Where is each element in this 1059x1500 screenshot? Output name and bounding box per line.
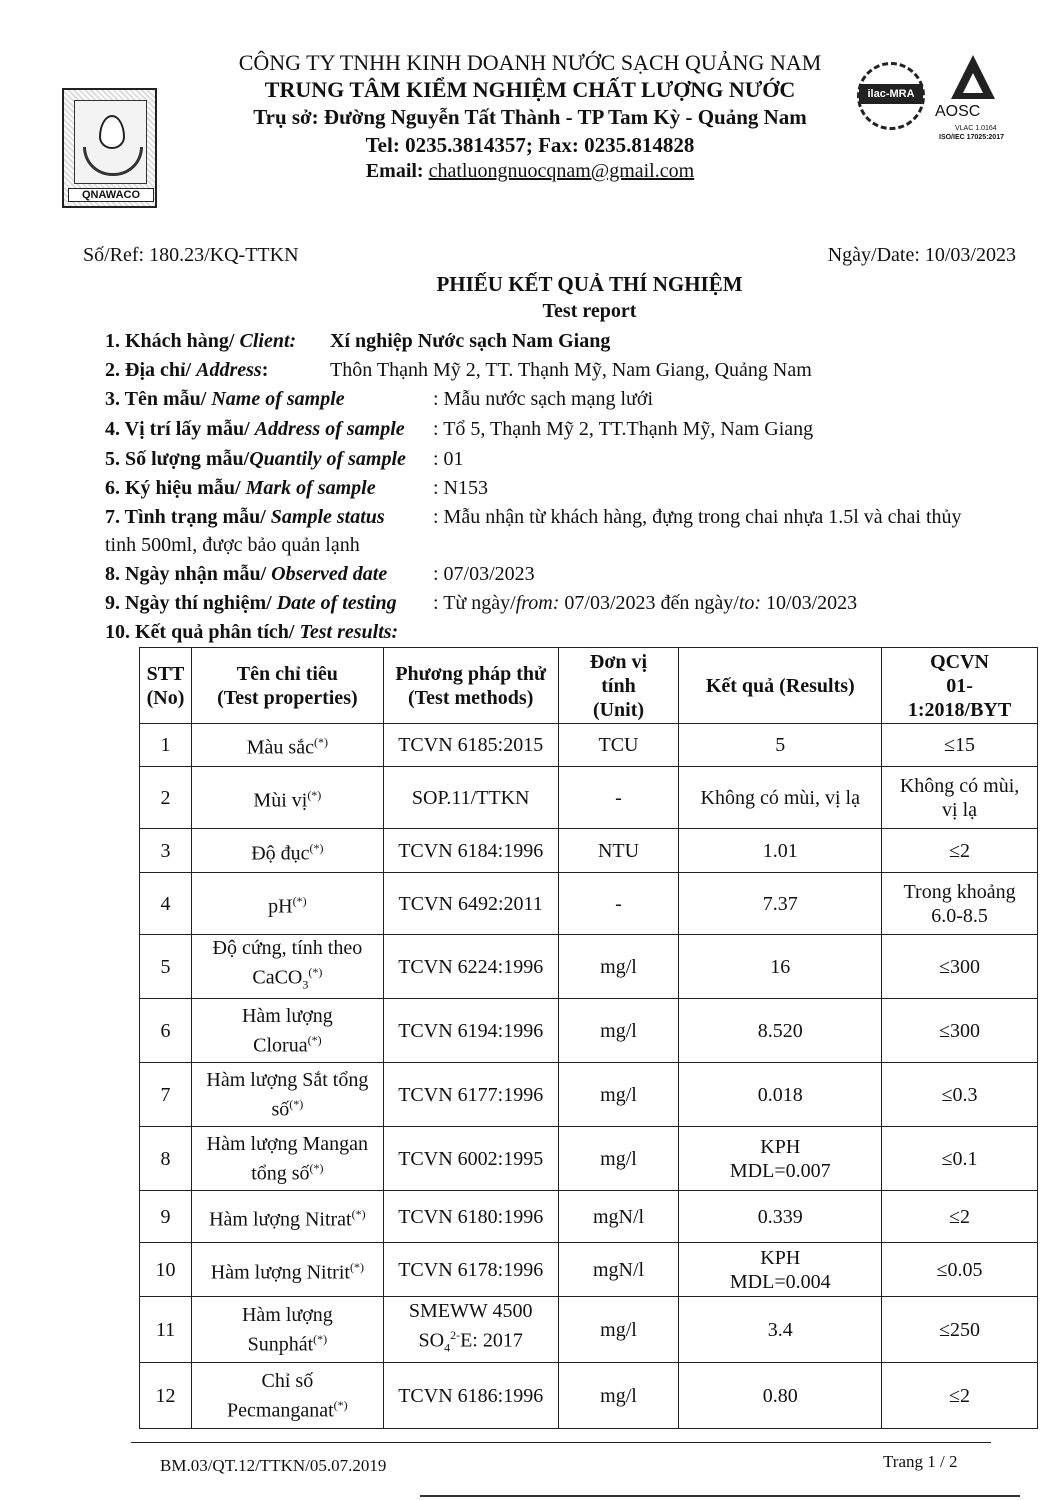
email-link[interactable]: chatluongnuocqnam@gmail.com xyxy=(428,160,695,182)
table-cell: 0.80 xyxy=(679,1363,882,1429)
field-observed-date-value: : 07/03/2023 xyxy=(433,563,535,585)
field-mark-value: : N153 xyxy=(433,477,488,499)
table-cell: 1 xyxy=(140,724,192,767)
field-sample-name: 3. Tên mẫu/ Name of sample xyxy=(105,388,345,410)
table-cell: 3.4 xyxy=(679,1297,882,1363)
table-row xyxy=(140,767,1038,829)
table-cell: Trong khoảng 6.0-8.5 xyxy=(882,873,1038,935)
office-address: Trụ sở: Đường Nguyễn Tất Thành - TP Tam Kỳ - Quảng Nam xyxy=(253,105,807,129)
aosc-logo xyxy=(935,55,1020,145)
table-cell: ≤2 xyxy=(882,829,1038,873)
ilac-logo-text: ilac-MRA xyxy=(859,84,923,104)
col-standard: QCVN 01- 1:2018/BYT xyxy=(882,648,1038,724)
report-date: Ngày/Date: 10/03/2023 xyxy=(827,244,1016,266)
form-code: BM.03/QT.12/TTKN/05.07.2019 xyxy=(160,1456,387,1475)
field-status-value: : Mẫu nhận từ khách hàng, đựng trong chai nhựa 1.5l và chai thủy xyxy=(433,506,962,528)
table-cell: Hàm lượng Nitrit(*) xyxy=(191,1243,383,1297)
field-testing-date-value: : Từ ngày/from: 07/03/2023 đến ngày/to: 10/03/2023 xyxy=(433,592,858,614)
table-cell: 6 xyxy=(140,999,192,1063)
field-quantity-value: : 01 xyxy=(433,448,464,470)
qnawaco-logo xyxy=(62,88,157,208)
table-cell: - xyxy=(558,767,679,829)
field-status: 7. Tình trạng mẫu/ Sample status xyxy=(105,506,385,528)
bottom-edge-line xyxy=(420,1495,1020,1497)
iso-code: ISO/IEC 17025:2017 xyxy=(939,134,1004,141)
table-cell: ≤250 xyxy=(882,1297,1038,1363)
table-cell: Chỉ số Pecmanganat(*) xyxy=(191,1363,383,1429)
table-cell: 1.01 xyxy=(679,829,882,873)
field-address: 2. Địa chỉ/ Address: xyxy=(105,359,269,381)
table-row xyxy=(140,999,1038,1063)
table-cell: mgN/l xyxy=(558,1243,679,1297)
ilac-mra-logo xyxy=(857,62,927,142)
field-observed-date: 8. Ngày nhận mẫu/ Observed date xyxy=(105,563,388,585)
table-row xyxy=(140,1297,1038,1363)
center-name: TRUNG TÂM KIỂM NGHIỆM CHẤT LƯỢNG NƯỚC xyxy=(264,77,796,102)
table-cell: Hàm lượng Nitrat(*) xyxy=(191,1191,383,1243)
table-cell: Màu sắc(*) xyxy=(191,724,383,767)
table-cell: Không có mùi, vị lạ xyxy=(679,767,882,829)
col-no: STT (No) xyxy=(140,648,192,724)
table-cell: 16 xyxy=(679,935,882,999)
table-cell: Hàm lượng Mangan tổng số(*) xyxy=(191,1127,383,1191)
table-cell: ≤300 xyxy=(882,935,1038,999)
table-row xyxy=(140,1063,1038,1127)
field-sample-address-value: : Tổ 5, Thạnh Mỹ 2, TT.Thạnh Mỹ, Nam Giang xyxy=(433,418,814,440)
table-cell: 5 xyxy=(679,724,882,767)
vlac-code: VLAC 1.0164 xyxy=(955,125,997,132)
table-row xyxy=(140,724,1038,767)
table-cell: Độ cứng, tính theo CaCO$_3$(*) xyxy=(191,935,383,999)
table-cell: mg/l xyxy=(558,1063,679,1127)
table-cell: 12 xyxy=(140,1363,192,1429)
field-address-value: Thôn Thạnh Mỹ 2, TT. Thạnh Mỹ, Nam Giang, Quảng Nam xyxy=(330,359,812,381)
table-row xyxy=(140,829,1038,873)
table-cell: - xyxy=(558,873,679,935)
field-quantity: 5. Số lượng mẫu/Quantily of sample xyxy=(105,448,406,470)
table-cell: 5 xyxy=(140,935,192,999)
table-cell: TCVN 6224:1996 xyxy=(383,935,558,999)
table-cell: TCVN 6180:1996 xyxy=(383,1191,558,1243)
col-method: Phương pháp thử (Test methods) xyxy=(383,648,558,724)
table-cell: ≤300 xyxy=(882,999,1038,1063)
table-cell: ≤0.1 xyxy=(882,1127,1038,1191)
table-cell: 8 xyxy=(140,1127,192,1191)
table-row xyxy=(140,1191,1038,1243)
table-cell: Mùi vị(*) xyxy=(191,767,383,829)
table-cell: TCVN 6185:2015 xyxy=(383,724,558,767)
table-cell: mgN/l xyxy=(558,1191,679,1243)
table-cell: pH(*) xyxy=(191,873,383,935)
table-cell: 7 xyxy=(140,1063,192,1127)
table-cell: TCVN 6178:1996 xyxy=(383,1243,558,1297)
table-cell: mg/l xyxy=(558,1297,679,1363)
table-cell: ≤0.3 xyxy=(882,1063,1038,1127)
table-cell: 10 xyxy=(140,1243,192,1297)
table-cell: Hàm lượng Sắt tổng số(*) xyxy=(191,1063,383,1127)
table-cell: ≤2 xyxy=(882,1191,1038,1243)
results-table xyxy=(139,647,1038,1429)
field-sample-address: 4. Vị trí lấy mẫu/ Address of sample xyxy=(105,418,405,440)
field-status-value-cont: tinh 500ml, được bảo quản lạnh xyxy=(105,534,360,556)
table-cell: TCVN 6492:2011 xyxy=(383,873,558,935)
reference-number: Số/Ref: 180.23/KQ-TTKN xyxy=(83,244,299,266)
table-cell: ≤2 xyxy=(882,1363,1038,1429)
table-cell: TCVN 6002:1995 xyxy=(383,1127,558,1191)
col-unit: Đơn vị tính (Unit) xyxy=(558,648,679,724)
table-cell: Hàm lượng Sunphát(*) xyxy=(191,1297,383,1363)
table-cell: TCVN 6194:1996 xyxy=(383,999,558,1063)
table-cell: ≤0.05 xyxy=(882,1243,1038,1297)
table-cell: mg/l xyxy=(558,1127,679,1191)
table-cell: NTU xyxy=(558,829,679,873)
table-cell: Độ đục(*) xyxy=(191,829,383,873)
table-cell: SOP.11/TTKN xyxy=(383,767,558,829)
table-cell: mg/l xyxy=(558,999,679,1063)
company-name: CÔNG TY TNHH KINH DOANH NƯỚC SẠCH QUẢNG NAM xyxy=(238,50,822,75)
table-cell: 9 xyxy=(140,1191,192,1243)
logo-left-label: QNAWACO xyxy=(68,188,154,202)
table-cell: 11 xyxy=(140,1297,192,1363)
table-row xyxy=(140,935,1038,999)
report-title: PHIẾU KẾT QUẢ THÍ NGHIỆM xyxy=(436,272,743,296)
table-cell: KPH MDL=0.004 xyxy=(679,1243,882,1297)
table-cell: Không có mùi, vị lạ xyxy=(882,767,1038,829)
table-cell: ≤15 xyxy=(882,724,1038,767)
field-client-value: Xí nghiệp Nước sạch Nam Giang xyxy=(330,330,611,352)
footer-divider xyxy=(131,1442,991,1443)
table-row xyxy=(140,1363,1038,1429)
report-subtitle: Test report xyxy=(542,300,637,322)
table-cell: 4 xyxy=(140,873,192,935)
phone-fax: Tel: 0235.3814357; Fax: 0235.814828 xyxy=(365,133,695,157)
col-property: Tên chỉ tiêu (Test properties) xyxy=(191,648,383,724)
col-result: Kết quả (Results) xyxy=(679,648,882,724)
email-line xyxy=(180,160,880,183)
table-row xyxy=(140,873,1038,935)
table-cell: Hàm lượng Clorua(*) xyxy=(191,999,383,1063)
table-cell: 2 xyxy=(140,767,192,829)
table-row xyxy=(140,1243,1038,1297)
page-number: Trang 1 / 2 xyxy=(883,1452,958,1471)
field-test-results: 10. Kết quả phân tích/ Test results: xyxy=(105,621,399,643)
table-cell: mg/l xyxy=(558,935,679,999)
table-cell: TCVN 6184:1996 xyxy=(383,829,558,873)
field-client: 1. Khách hàng/ Client: xyxy=(105,330,297,352)
field-sample-name-value: : Mẫu nước sạch mạng lưới xyxy=(433,388,654,410)
field-mark: 6. Ký hiệu mẫu/ Mark of sample xyxy=(105,477,376,499)
table-header-row xyxy=(140,648,1038,724)
table-cell: KPH MDL=0.007 xyxy=(679,1127,882,1191)
table-row xyxy=(140,1127,1038,1191)
table-cell: 7.37 xyxy=(679,873,882,935)
table-cell: TCVN 6186:1996 xyxy=(383,1363,558,1429)
field-testing-date: 9. Ngày thí nghiệm/ Date of testing xyxy=(105,592,397,614)
table-cell: mg/l xyxy=(558,1363,679,1429)
table-cell: TCU xyxy=(558,724,679,767)
aosc-text: AOSC xyxy=(935,103,981,120)
table-cell: 3 xyxy=(140,829,192,873)
table-cell: 8.520 xyxy=(679,999,882,1063)
table-cell: TCVN 6177:1996 xyxy=(383,1063,558,1127)
table-cell: 0.018 xyxy=(679,1063,882,1127)
email-label: Email: xyxy=(365,160,424,182)
table-cell: 0.339 xyxy=(679,1191,882,1243)
table-cell: SMEWW 4500 $SO_4^{2-}E$: 2017 xyxy=(383,1297,558,1363)
